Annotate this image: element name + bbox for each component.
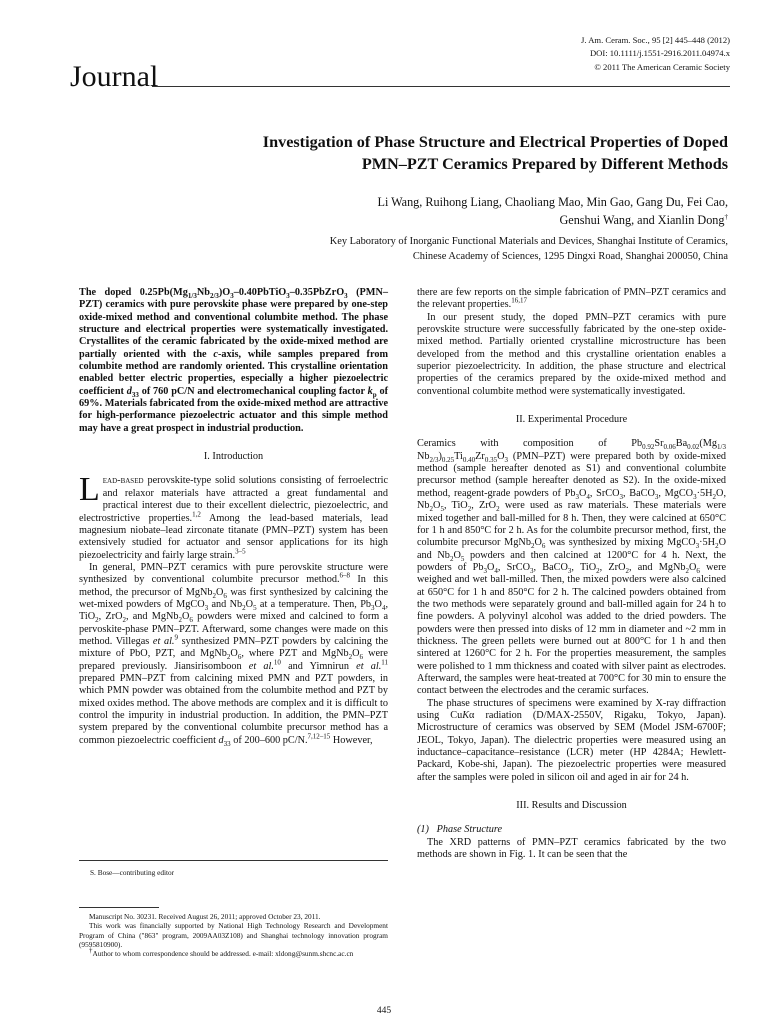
contributing-editor: S. Bose—contributing editor (90, 868, 175, 877)
citation-copyright: © 2011 The American Ceramic Society (594, 61, 730, 72)
footnote-manuscript: Manuscript No. 30231. Received August 26, 2011; approved October 23, 2011. (89, 912, 321, 921)
citation-journal: J. Am. Ceram. Soc., 95 [2] 445–448 (2012) (581, 35, 730, 45)
authors-line-1: Li Wang, Ruihong Liang, Chaoliang Mao, Min Gao, Gang Du, Fei Cao, (377, 195, 728, 209)
footnote-rule (79, 907, 159, 908)
results-paragraph-1: The XRD patterns of PMN–PZT ceramics fabricated by the two methods are shown in Fig. 1. It can be seen that the (417, 836, 726, 861)
journal-logo: Journal (70, 60, 159, 93)
editor-rule (79, 860, 388, 861)
title-line-1: Investigation of Phase Structure and Electrical Properties of Doped (262, 133, 728, 151)
footnote-funding: This work was financially supported by National High Technology Research and Development Program of China ("863" program, 2009AA03Z108) and Shanghai technology innovation program (9595810900). (79, 921, 388, 949)
section-heading-introduction: I. Introduction (203, 451, 264, 463)
intro-paragraph-3: there are few reports on the simple fabrication of PMN–PZT ceramics and the relevant properties.$^{16,17}$ (417, 287, 726, 311)
author-list (40, 194, 728, 229)
drop-cap: L (79, 471, 100, 509)
intro-paragraph-4: In our present study, the doped PMN–PZT ceramics with pure perovskite structure were successfully fabricated by the one-step oxide-mixed method. Partially oriented crystalline microstructure has been developed from the method and this crystalline orientation enables a superior piezoelectricity. In addition, the phase structure and electrical properties of the ceramics prepared by the oxide-mixed method and conventional columbite method were systematically investigated. (417, 311, 726, 397)
affiliation-line-1: Key Laboratory of Inorganic Functional Materials and Devices, Shanghai Institute of Ceramics, (329, 236, 728, 247)
subsection-heading-phase-structure: (1) Phase Structure (417, 824, 503, 836)
corresponding-author-mark: † (724, 212, 728, 221)
experimental-paragraph-1: Ceramics with composition of $Pb_{0.92}Sr_{0.06}Ba_{0.02}(Mg_{1/3}$ $Nb_{2/3})_{0.25}Ti_{0.40}Zr_{0.35}O_3$ (PMN–PZT) were prepared both by oxide-mixed method (sample hereafter denoted as S1) and conventional columbite precursor method (sample hereafter denoted as S2). In the oxide-mixed method, reagent-grade powders of $Pb_3O_4$, SrCO$_3$, BaCO$_3$, $MgCO_3\cdot 5H_2O$, $Nb_2O_5$, TiO$_2$, ZrO$_2$ were used as raw materials. These materials were mixed together and ball-milled for 8 h. Then, they were calcined at 650°C for 1 h and 850°C for 2 h. As for the columbite precursor method, first, the columbite precursor $MgNb_2O_6$ was synthesized by mixing $MgCO_3\cdot 5H_2O$ and $Nb_2O_5$ powders and then calcined at 1200°C for 4 h. Next, the powders of $Pb_3O_4$, SrCO$_3$, BaCO$_3$, TiO$_2$, ZrO$_2$, and $MgNb_2O_6$ were weighed and wet ball-milled. Then, the mixed powders were also calcined at 650°C for 1 h and 850°C for 2 h. The calcined powders obtained from the two methods were separately ground and ball-milled again for 24 h to fine powders. A polyvinyl alcohol was added to the dried powders. The powders were then pressed into disks of 12 mm in diameter and ~2 mm in thickness. The green pellets were burned out at 800°C for 1 h and then sintered at 1260°C for 2 h. For the properties measurement, the samples were polished to 1 mm thickness and coated with silver paint as electrodes. Afterward, the samples were heat-treated at 700°C for 30 min to ensure the contact between the electrodes and the ceramic surfaces. (417, 438, 727, 697)
intro-paragraph-1: Lead-based perovskite-type solid solutions consisting of ferroelectric and relaxor materials have attracted a great fundamental and practical interest due to their excellent dielectric, piezoelectric, and electrostrictive properties.$^{1,2}$ Among the lead-based materials, lead magnesium niobate–lead zirconate titanate (PMN–PZT) system has been extensively studied for actuator and sensor applications for its high piezoelectricity and fairly large strain.$^{3-5}$ (79, 471, 388, 561)
header-rule (152, 86, 730, 87)
right-column (417, 287, 726, 861)
section-heading-results: III. Results and Discussion (516, 800, 627, 812)
title-line-2: PMN–PZT Ceramics Prepared by Different Methods (361, 155, 728, 173)
article-title (40, 131, 728, 175)
citation-block (430, 34, 730, 74)
footnote-correspondence: †Author to whom correspondence should be addressed. e-mail: xldong@sunm.shcnc.ac.cn (89, 946, 354, 959)
left-column (79, 287, 388, 747)
page-number: 445 (376, 1006, 392, 1016)
affiliation-line-2: Chinese Academy of Sciences, 1295 Dingxi Road, Shanghai 200050, China (412, 251, 728, 262)
experimental-paragraph-2: The phase structures of specimens were examined by X-ray diffraction using CuKα radiation (D/MAX-2550V, Rigaku, Tokyo, Japan). Microstructure of ceramics was observed by SEM (Model JSM-6700F; JEOL, Tokyo, Japan). The dielectric properties were measured using an inductance–capacitance–resistance (LCR) meter (HP 4284A; Hewlett-Packard, Kobe-shi, Japan). The piezoelectric properties were measured after the samples were poled in silicon oil and aged in air for 24 h. (417, 697, 726, 783)
citation-doi: DOI: 10.1111/j.1551-2916.2011.04974.x (589, 48, 730, 59)
section-heading-experimental: II. Experimental Procedure (515, 414, 628, 426)
authors-line-2: Genshui Wang, and Xianlin Dong† (559, 212, 728, 227)
intro-paragraph-2: In general, PMN–PZT ceramics with pure perovskite structure were synthesized by conventional columbite precursor method.$^{6-8}$ In this method, the precursor of $MgNb_2O_6$ was first synthesized by calcining the wet-mixed powders of MgCO$_3$ and $Nb_2O_5$ at a temperature. Then, $Pb_3O_4$, TiO$_2$, ZrO$_2$, and $MgNb_2O_6$ powders were mixed and calcined to form a pervoskite-phase PMN–PZT. Afterward, some changes were made on this method. Villegas et al.$^9$ synthesized PMN–PZT powders by calcining the mixture of PbO, PZT, and $MgNb_2O_6$, where PZT and $MgNb_2O_6$ were prepared previously. Jiansirisomboon et al.$^{10}$ and Yimnirun et al.$^{11}$ prepared PMN–PZT from calcining mixed PMN and PZT powders, in which PMN powder was obtained from the columbite method and PZT by mixed oxides method. The above methods are complex and it is difficult to control the impurity in industrial production. In addition, the PMN–PZT system prepared by the conventional columbite precursor method has a common piezoelectric coefficient $d_{33}$ of 200–600 pC/N.$^{7,12-15}$ However, (79, 561, 389, 748)
affiliation (40, 234, 728, 264)
abstract: The doped $0.25Pb(Mg_{1/3}Nb_{2/3})O_3-0.40PbTiO_3-0.35PbZrO_3$ (PMN–PZT) ceramics with pure perovskite phase were prepared by one-step oxide-mixed method and conventional columbite method. The phase structure and electrical properties were systematically investigated. Crystallites of the ceramic fabricated by the oxide-mixed method are partially oriented with the c-axis, while samples prepared from columbite method are randomly oriented. This crystalline orientation enabled better electric properties, especially a higher piezoelectric coefficient $d_{33}$ of 760 pC/N and electromechanical coupling factor $k_p$ of 69%. Materials fabricated from the oxide-mixed method are attractive for high-performance piezoelectric actuator and this simple method may have a great prospect in industrial production. (79, 287, 388, 434)
footnotes (79, 912, 388, 958)
